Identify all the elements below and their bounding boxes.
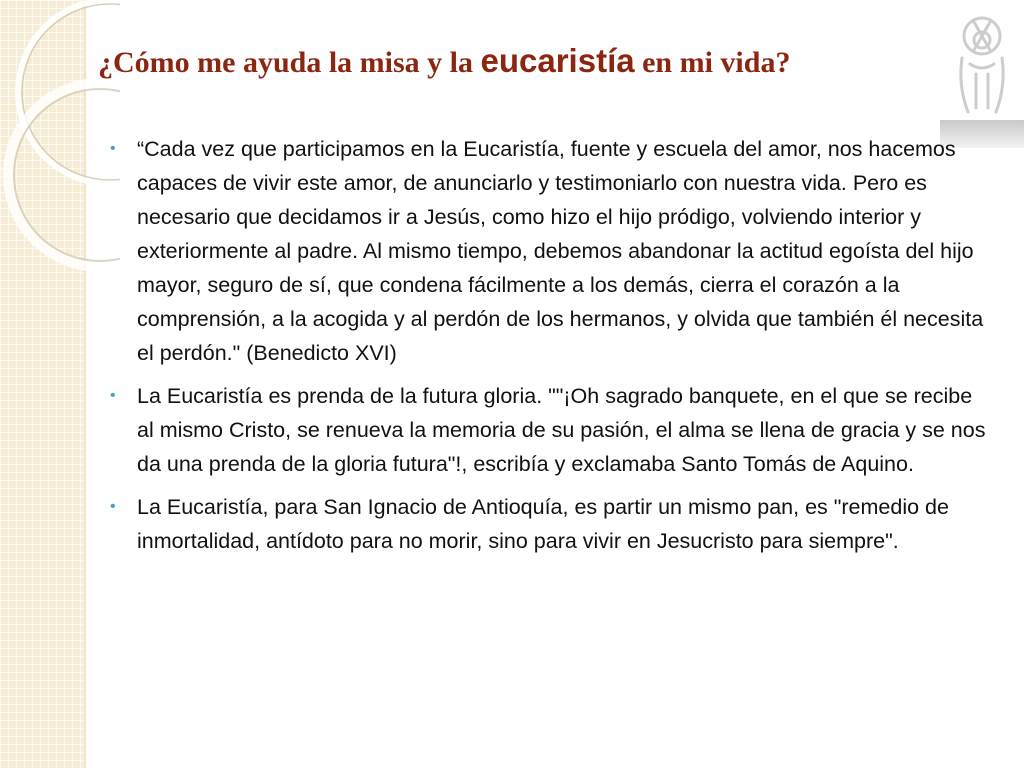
title-emphasis: eucaristía [480,42,635,79]
bullet-icon: • [110,387,116,404]
emblem-card [940,8,1024,144]
list-item-text: La Eucaristía, para San Ignacio de Antioquía, es partir un mismo pan, es "remedio de inmortalidad, antídoto para no morir, sino para vivir en Jesucristo para siempre". [137,495,949,553]
list-item [110,132,990,370]
decorative-sidebar [0,0,86,768]
list-item-text: “Cada vez que participamos en la Eucaristía, fuente y escuela del amor, nos hacemos capaces de vivir este amor, de anunciarlo y testimoniarlo con nuestra vida. Pero es necesario que decidamos ir a Jesús, como hizo el hijo pródigo, volviendo interior y exteriormente al padre. Al mismo tiempo, debemos abandonar la actitud egoísta del hijo mayor, seguro de sí, que condena fácilmente a los demás, cierra el corazón a la comprensión, a la acogida y al perdón de los hermanos, y olvida que también él necesita el perdón." (Benedicto XVI) [137,137,984,365]
christ-figure-icon [940,8,1024,120]
bullet-icon: • [110,498,116,515]
bullet-icon: • [110,140,116,157]
list-item [110,490,990,558]
bullet-list [110,132,990,567]
title-part-2: en mi vida? [634,46,791,79]
list-item [110,379,990,481]
slide-title [98,42,938,80]
list-item-text: La Eucaristía es prenda de la futura gloria. ""¡Oh sagrado banquete, en el que se recibe al mismo Cristo, se renueva la memoria de su pasión, el alma se llena de gracia y se nos da una prenda de la gloria futura"!, escribía y exclamaba Santo Tomás de Aquino. [137,384,986,476]
title-part-1: ¿Cómo me ayuda la misa y la [98,46,481,79]
